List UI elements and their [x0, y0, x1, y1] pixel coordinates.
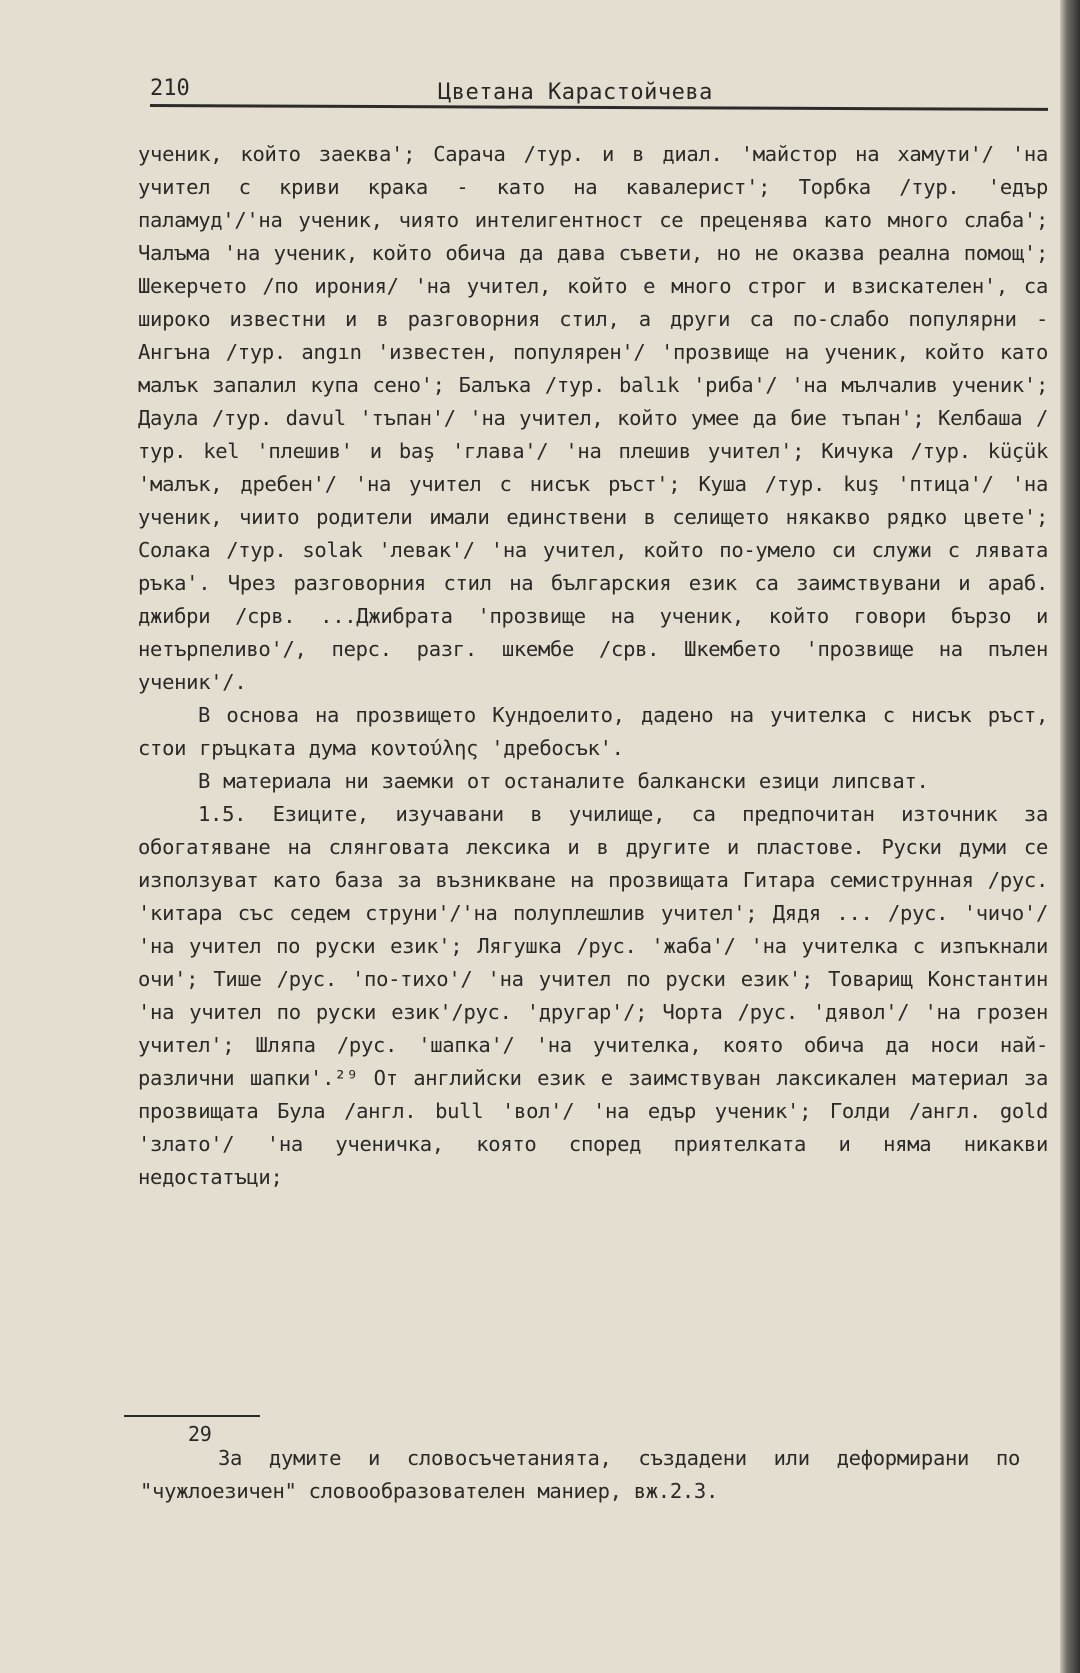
- footnote-rule: [124, 1415, 260, 1417]
- paragraph-greek-loan: В основа на прозвището Кундоелито, дадено на учителка с нисък ръст, стои гръцката дума κοντούλης 'дребосък'.: [138, 703, 1048, 760]
- footnote-text: За думите и словосъчетанията, създадени или деформирани по "чужлоезичен" словообразователен маниер, вж.2.3.: [140, 1446, 1020, 1503]
- body-text: [138, 138, 1048, 1194]
- paragraph-balkan-loans: В материала ни заемки от останалите балкански езици липсват.: [198, 769, 929, 793]
- page-number: 210: [150, 76, 190, 101]
- paragraph-continuation: ученик, който заеква'; Сарача /тур. и в диал. 'майстор на хамути'/ 'на учител с криви крака - като на кавалерист'; Торбка /тур. 'едър паламуд'/'на ученик, чиято интелигентност се преценява като много слаба'; Чалъма 'на ученик, който обича да дава съвети, но не оказва реална помощ'; Шекерчето /по ирония/ 'на учител, който е много строг и взискателен', са широко известни и в разговорния стил, а други са по-слабо популярни - Ангъна /тур. angın 'известен, популярен'/ 'прозвище на ученик, който като малък запалил купа сено'; Балъка /тур. balık 'риба'/ 'на мълчалив ученик'; Даула /тур. davul 'тъпан'/ 'на учител, който умее да бие тъпан'; Келбаша /тур. kel 'плешив' и baş 'глава'/ 'на плешив учител'; Кичука /тур. küçük 'малък, дребен'/ 'на учител с нисък ръст'; Куша /тур. kuş 'птица'/ 'на ученик, чиито родители имали единствени в селището някакво рядко цвете'; Солака /тур. solak 'левак'/ 'на учител, който по-умело си служи с лявата ръка'. Чрез разговорния стил на българския език са заимствувани и араб. джибри /срв. ...Джибрата 'прозвище на ученик, който говори бързо и нетърпеливо'/, перс. разг. шкембе /срв. Шкембето 'прозвище на пълен ученик'/.: [138, 142, 1048, 694]
- footnote-mark: 29: [188, 1422, 212, 1446]
- page-edge-shadow: [1060, 0, 1080, 1673]
- running-title: Цветана Карастойчева: [438, 80, 713, 105]
- paragraph-school-languages: 1.5. Езиците, изучавани в училище, са предпочитан източник за обогатяване на слянговата лексика и в другите и пластове. Руски думи се използуват като база за възникване на прозвищата Гитара семиструнная /рус. 'китара със седем струни'/'на полуплешлив учител'; Дядя ... /рус. 'чичо'/ 'на учител по руски език'; Лягушка /рус. 'жаба'/ 'на учителка с изпъкнали очи'; Тише /рус. 'по-тихо'/ 'на учител по руски език'; Товарищ Константин 'на учител по руски език'/рус. 'другар'/; Чорта /рус. 'дявол'/ 'на грозен учител'; Шляпа /рус. 'шапка'/ 'на учителка, която обича да носи най-различни шапки'.²⁹ От английски език е заимствуван лаксикален материал за прозвищата Була /англ. bull 'вол'/ 'на едър ученик'; Голди /англ. gold 'злато'/ 'на ученичка, която според приятелката и няма никакви недостатъци;: [138, 802, 1048, 1189]
- footnote: [140, 1422, 1020, 1508]
